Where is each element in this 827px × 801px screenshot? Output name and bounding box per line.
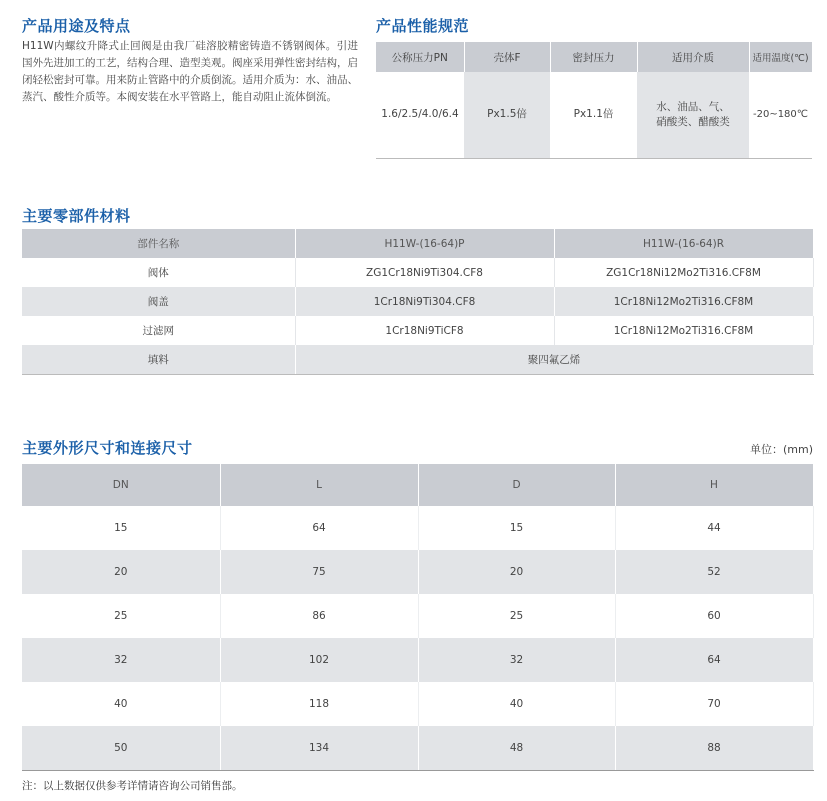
cell-h: 88 xyxy=(615,726,813,770)
materials-table xyxy=(22,229,814,375)
packing-material: 聚四氟乙烯 xyxy=(295,345,813,374)
material-r: 1Cr18Ni12Mo2Ti316.CF8M xyxy=(554,287,813,316)
cell-dn: 15 xyxy=(22,506,220,550)
usage-title: 产品用途及特点 xyxy=(22,17,131,35)
table-row xyxy=(22,594,813,638)
cell-l: 134 xyxy=(220,726,418,770)
cell-d: 15 xyxy=(418,506,615,550)
performance-title: 产品性能规范 xyxy=(376,17,470,35)
header-nominal-pressure: 公称压力PN xyxy=(376,42,464,72)
cell-nominal-pressure: 1.6/2.5/4.0/6.4 xyxy=(381,108,459,121)
cell-h: 64 xyxy=(615,638,813,682)
header-d: D xyxy=(418,464,615,506)
performance-data-row xyxy=(376,72,812,158)
material-r: 1Cr18Ni12Mo2Ti316.CF8M xyxy=(554,316,813,345)
part-name: 阀盖 xyxy=(22,287,295,316)
performance-header-row xyxy=(376,42,812,72)
media-line-1: 水、油品、气、 xyxy=(656,100,730,113)
header-l: L xyxy=(220,464,418,506)
part-name: 阀体 xyxy=(22,258,295,287)
cell-l: 75 xyxy=(220,550,418,594)
header-model-p: H11W-(16-64)P xyxy=(295,229,554,258)
header-model-r: H11W-(16-64)R xyxy=(554,229,813,258)
cell-dn: 32 xyxy=(22,638,220,682)
header-seal-pressure: 密封压力 xyxy=(550,42,637,72)
media-line-2: 硝酸类、醋酸类 xyxy=(656,115,730,128)
dimensions-title: 主要外形尺寸和连接尺寸 xyxy=(22,439,193,457)
table-row xyxy=(22,638,813,682)
table-row xyxy=(22,506,813,550)
cell-dn: 20 xyxy=(22,550,220,594)
cell-l: 64 xyxy=(220,506,418,550)
dimensions-header-row xyxy=(22,464,813,506)
cell-l: 102 xyxy=(220,638,418,682)
materials-title: 主要零部件材料 xyxy=(22,207,131,225)
material-r: ZG1Cr18Ni12Mo2Ti316.CF8M xyxy=(554,258,813,287)
cell-d: 20 xyxy=(418,550,615,594)
footnote: 注：以上数据仅供参考详情请咨询公司销售部。 xyxy=(22,780,243,792)
cell-h: 70 xyxy=(615,682,813,726)
cell-dn: 40 xyxy=(22,682,220,726)
cell-dn: 50 xyxy=(22,726,220,770)
material-p: 1Cr18Ni9Ti304.CF8 xyxy=(295,287,554,316)
table-row xyxy=(22,726,813,770)
cell-d: 25 xyxy=(418,594,615,638)
table-row xyxy=(22,316,813,345)
cell-h: 60 xyxy=(615,594,813,638)
header-h: H xyxy=(615,464,813,506)
material-p: 1Cr18Ni9TiCF8 xyxy=(295,316,554,345)
table-row xyxy=(22,258,813,287)
header-part-name: 部件名称 xyxy=(22,229,295,258)
cell-dn: 25 xyxy=(22,594,220,638)
header-dn: DN xyxy=(22,464,220,506)
table-row xyxy=(22,682,813,726)
header-shell-test: 壳体F xyxy=(464,42,550,72)
cell-h: 44 xyxy=(615,506,813,550)
header-temperature: 适用温度(℃) xyxy=(749,42,812,72)
cell-seal-pressure: Px1.1倍 xyxy=(573,108,614,121)
table-row xyxy=(22,345,813,374)
cell-h: 52 xyxy=(615,550,813,594)
material-p: ZG1Cr18Ni9Ti304.CF8 xyxy=(295,258,554,287)
materials-header-row xyxy=(22,229,813,258)
cell-temperature: -20~180℃ xyxy=(752,109,809,121)
performance-table xyxy=(376,42,813,159)
cell-d: 48 xyxy=(418,726,615,770)
cell-l: 86 xyxy=(220,594,418,638)
usage-description: H11W内螺纹升降式止回阀是由我厂硅溶胶精密铸造不锈钢阀体。引进国外先进加工的工艺，结构合理、造型美观。阀座采用弹性密封结构，启闭轻松密封可靠。用来防止管路中的介质倒流。适用介质为：水、油品、蒸汽、酸性介质等。本阀安装在水平管路上，能自动阻止流体倒流。 xyxy=(22,40,358,103)
part-name: 填料 xyxy=(22,345,295,374)
table-row xyxy=(22,550,813,594)
unit-label: 单位：(mm) xyxy=(749,443,813,456)
cell-l: 118 xyxy=(220,682,418,726)
cell-media xyxy=(637,72,749,158)
header-media: 适用介质 xyxy=(637,42,749,72)
dimensions-table xyxy=(22,464,814,771)
cell-shell-test: Px1.5倍 xyxy=(464,72,550,158)
table-row xyxy=(22,287,813,316)
cell-d: 32 xyxy=(418,638,615,682)
cell-d: 40 xyxy=(418,682,615,726)
part-name: 过滤网 xyxy=(22,316,295,345)
